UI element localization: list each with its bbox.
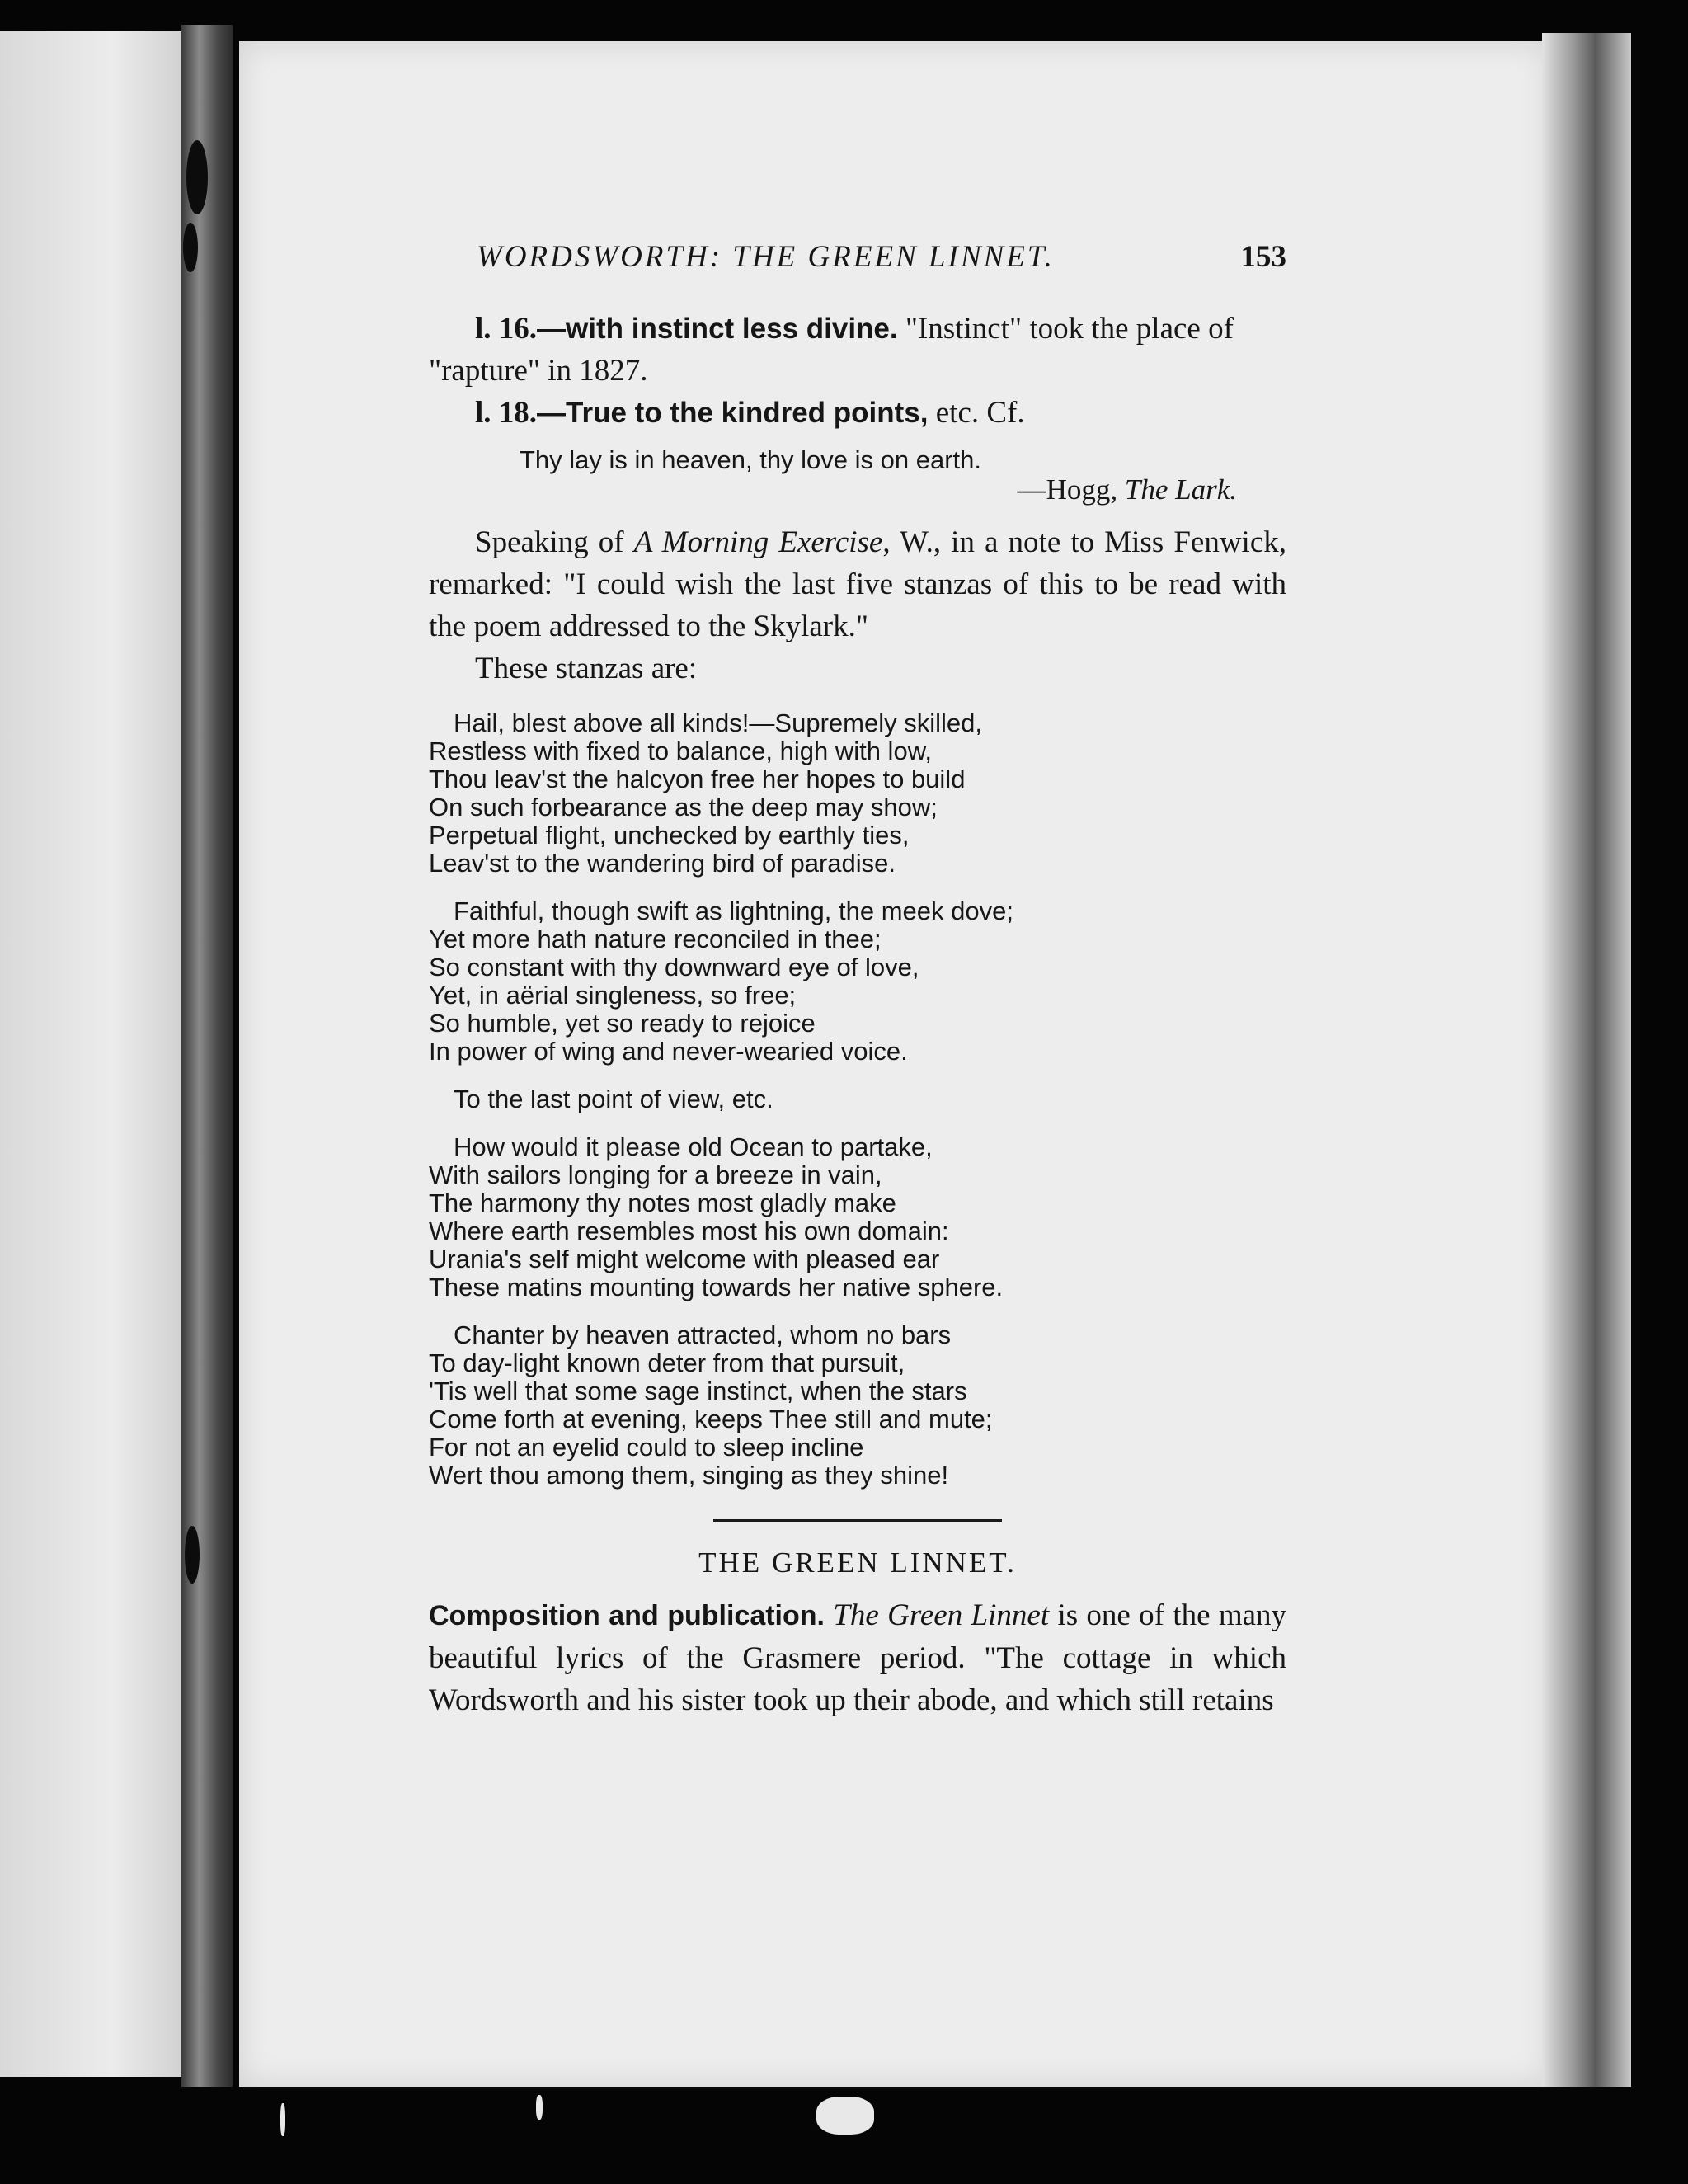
scan-artifact xyxy=(536,2095,543,2120)
verse-line: Leav'st to the wandering bird of paradise. xyxy=(429,849,896,878)
scan-artifact xyxy=(816,2097,874,2135)
verse-line: Urania's self might welcome with pleased ear xyxy=(429,1245,940,1273)
verse-line: Thou leav'st the halcyon free her hopes to build xyxy=(429,765,966,793)
stanza-5 xyxy=(429,1321,1286,1490)
verse-line: Yet more hath nature reconciled in thee; xyxy=(429,925,882,953)
note-line-ref: l. 18. xyxy=(475,396,538,430)
verse-line: So humble, yet so ready to rejoice xyxy=(429,1009,816,1038)
verse-line: Chanter by heaven attracted, whom no bars xyxy=(454,1320,952,1349)
stanza-1 xyxy=(429,709,1286,878)
quotation-line: Thy lay is in heaven, thy love is on earth. xyxy=(520,445,982,474)
verse-line: Where earth resembles most his own domain: xyxy=(429,1217,949,1245)
note-line-16 xyxy=(429,308,1286,392)
page-right-edge xyxy=(1542,33,1631,2087)
paragraph-stanzas-intro: These stanzas are: xyxy=(475,652,698,685)
verse-line: Come forth at evening, keeps Thee still and mute; xyxy=(429,1405,993,1433)
verse-line: Wert thou among them, singing as they shine! xyxy=(429,1461,949,1490)
section-paragraph xyxy=(429,1594,1286,1721)
verse-line: How would it please old Ocean to partake, xyxy=(454,1132,933,1161)
verse-line: To the last point of view, etc. xyxy=(454,1085,773,1113)
ink-blot xyxy=(183,223,198,272)
section-divider xyxy=(713,1519,1002,1522)
note-line-18 xyxy=(429,392,1286,434)
verse-line: So constant with thy downward eye of love, xyxy=(429,953,919,981)
scan-bottom-edge xyxy=(0,2087,1688,2184)
verse-line: 'Tis well that some sage instinct, when the stars xyxy=(429,1377,967,1405)
verse-line: These matins mounting towards her native sphere. xyxy=(429,1273,1004,1301)
paragraph-text: , W., in a note to Miss Fenwick, remarked: "I could wish the last five stanzas of this to be read with the poem addressed to the Skylark." xyxy=(429,525,1286,643)
running-head xyxy=(477,239,1286,275)
verse-line: In power of wing and never-wearied voice. xyxy=(429,1037,908,1066)
scan-artifact xyxy=(280,2103,285,2136)
note-lemma: —with instinct less divine. xyxy=(537,313,898,345)
verse-line: Faithful, though swift as lightning, the meek dove; xyxy=(454,897,1013,925)
verse-line: On such forbearance as the deep may show; xyxy=(429,793,938,821)
attribution-title: The Lark. xyxy=(1124,473,1237,506)
running-head-title: WORDSWORTH: THE GREEN LINNET. xyxy=(477,240,1055,274)
section-heading: Composition and publication. xyxy=(429,1600,825,1631)
ink-blot xyxy=(186,140,208,214)
page-number: 153 xyxy=(1240,240,1286,274)
paragraph-text: is one of the many beautiful lyrics of the Grasmere period. "The cottage in which Wordsworth and his sister took up their abode, and which still retains xyxy=(429,1598,1287,1717)
paragraph-text: Speaking of xyxy=(475,525,634,559)
section-title: THE GREEN LINNET. xyxy=(698,1546,1017,1579)
facing-page-edge xyxy=(0,31,188,2077)
note-lemma: —True to the kindred points, xyxy=(537,397,929,429)
attribution-author: —Hogg, xyxy=(1017,473,1125,506)
verse-line: To day-light known deter from that pursuit, xyxy=(429,1349,905,1377)
ink-blot xyxy=(185,1526,200,1584)
stanza-4 xyxy=(429,1133,1286,1301)
page-text xyxy=(429,239,1286,1721)
book-gutter xyxy=(181,25,233,2087)
poem-title: The Green Linnet xyxy=(833,1598,1050,1632)
note-text: "Instinct" took the place of "rapture" in 1827. xyxy=(429,312,1234,388)
verse-line: With sailors longing for a breeze in vain, xyxy=(429,1160,882,1189)
verse-line: The harmony thy notes most gladly make xyxy=(429,1188,896,1217)
stanza-3 xyxy=(429,1085,1286,1113)
quotation-attribution xyxy=(520,475,1237,505)
poem-title: A Morning Exercise xyxy=(633,525,883,559)
note-line-ref: l. 16. xyxy=(475,312,538,346)
verse-line: Hail, blest above all kinds!—Supremely skilled, xyxy=(454,708,982,737)
verse-line: Restless with fixed to balance, high with low, xyxy=(429,737,932,765)
hogg-quotation xyxy=(520,445,1286,505)
stanza-2 xyxy=(429,897,1286,1066)
note-text: etc. Cf. xyxy=(928,396,1025,430)
verse-line: For not an eyelid could to sleep incline xyxy=(429,1433,864,1461)
paragraph-morning-exercise xyxy=(429,521,1286,647)
verse-line: Perpetual flight, unchecked by earthly ties, xyxy=(429,821,910,850)
verse-line: Yet, in aërial singleness, so free; xyxy=(429,981,797,1010)
